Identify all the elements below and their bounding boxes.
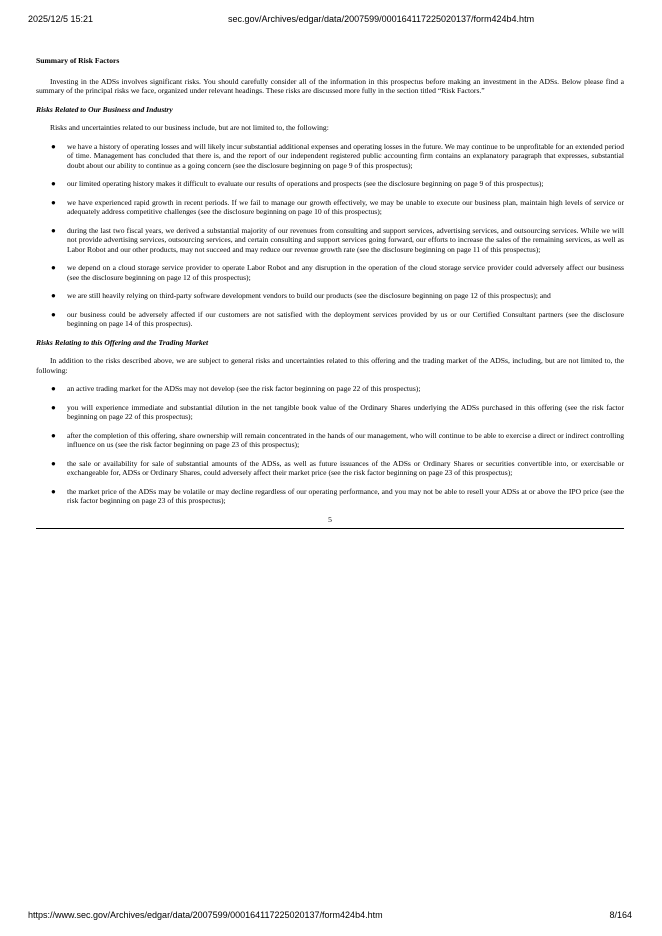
list-item-text: during the last two fiscal years, we derived a substantial majority of our revenues from consulting and support services, advertising services, and outsourcing services. While we will not provide advertising services, outsourcing services, and certain consulting and support services going forward, our efforts to increase the sales of the remaining services, as well as Labor Robot and our other products, may not succeed and may reduce our revenue growth rate (see the disclosure beginning on page 11 of this prospectus); (67, 225, 624, 254)
document-body (36, 56, 624, 529)
list-item (36, 459, 624, 478)
list-item (36, 403, 624, 422)
list-item-text: we are still heavily relying on third-party software development vendors to build our products (see the disclosure beginning on page 12 of this prospectus); and (67, 291, 551, 300)
list-item (36, 291, 624, 301)
section-heading-business: Risks Related to Our Business and Industry (36, 104, 173, 114)
bullet-icon: ● (51, 263, 56, 272)
list-item-text: an active trading market for the ADSs may not develop (see the risk factor beginning on page 22 of this prospectus); (67, 384, 421, 393)
print-footer (28, 910, 632, 924)
risk-list-business (36, 142, 624, 329)
bullet-icon: ● (51, 197, 56, 207)
list-item (36, 431, 624, 450)
bullet-icon: ● (51, 291, 56, 300)
section-heading-offering: Risks Relating to this Offering and the Trading Market (36, 337, 209, 347)
bullet-icon: ● (51, 384, 56, 393)
list-item (36, 487, 624, 506)
bullet-icon: ● (51, 486, 56, 496)
list-item-text: we have a history of operating losses and will likely incur substantial additional expenses and operating losses in the future. We may continue to be unprofitable for an extended period of time. Management has concluded that there is, and the report of our independent registered public accounting firm contains an explanatory paragraph that expresses, substantial doubt about our ability to continue as a going concern (see the disclosure beginning on page 9 of this prospectus); (67, 141, 624, 170)
list-item (36, 310, 624, 329)
list-item (36, 384, 624, 394)
bullet-icon: ● (51, 430, 56, 440)
page-number: 5 (36, 515, 624, 530)
list-item (36, 179, 624, 189)
bullet-icon: ● (51, 141, 56, 151)
list-item-text: the sale or availability for sale of substantial amounts of the ADSs, as well as future issuances of the ADSs or Ordinary Shares or securities convertible into, or exercisable or exchangeable for, ADSs or Ordinary Shares, could adversely affect their market price (see the risk factor beginning on page 23 of this prospectus); (67, 458, 624, 477)
list-item (36, 263, 624, 282)
bullet-icon: ● (51, 225, 56, 235)
bullet-icon: ● (51, 179, 56, 188)
list-item-text: we have experienced rapid growth in recent periods. If we fail to manage our growth effectively, we may be unable to execute our business plan, maintain high levels of service or adequately address competitive challenges (see the disclosure beginning on page 10 of this prospectus); (67, 197, 624, 216)
print-header (28, 14, 632, 28)
list-item-text: our business could be adversely affected if our customers are not satisfied with the deployment services provided by us or our Certified Consultant partners (see the disclosure beginning on page 14 of this prospectus). (67, 309, 624, 328)
list-item-text: you will experience immediate and substantial dilution in the net tangible book value of the Ordinary Shares underlying the ADSs purchased in this offering (see the risk factor beginning on page 22 of this prospectus); (67, 402, 624, 421)
risk-list-offering (36, 384, 624, 506)
list-item (36, 198, 624, 217)
print-page-count: 8/164 (609, 910, 632, 920)
bullet-icon: ● (51, 309, 56, 319)
bullet-icon: ● (51, 402, 56, 412)
print-header-url: sec.gov/Archives/edgar/data/2007599/000164117225020137/form424b4.htm (228, 14, 535, 24)
intro-paragraph: Investing in the ADSs involves significant risks. You should carefully consider all of the information in this prospectus before making an investment in the ADSs. Below please find a summary of the principal risks we face, organized under relevant headings. These risks are discussed more fully in the section titled “Risk Factors.” (36, 76, 624, 95)
list-item-text: after the completion of this offering, share ownership will remain concentrated in the hands of our management, who will continue to be able to exercise a direct or indirect controlling influence on us (see the risk factor beginning on page 23 of this prospectus); (67, 430, 624, 449)
page-title: Summary of Risk Factors (36, 56, 120, 65)
list-item-text: the market price of the ADSs may be volatile or may decline regardless of our operating performance, and you may not be able to resell your ADSs at or above the IPO price (see the risk factor beginning on page 23 of this prospectus); (67, 486, 624, 505)
section-intro-offering: In addition to the risks described above, we are subject to general risks and uncertainties related to this offering and the trading market of the ADSs, including, but are not limited to, the following: (36, 356, 624, 375)
list-item (36, 142, 624, 171)
print-footer-url: https://www.sec.gov/Archives/edgar/data/2007599/000164117225020137/form424b4.htm (28, 910, 383, 920)
bullet-icon: ● (51, 458, 56, 468)
list-item (36, 226, 624, 255)
print-date: 2025/12/5 15:21 (28, 14, 94, 24)
list-item-text: our limited operating history makes it difficult to evaluate our results of operations and prospects (see the disclosure beginning on page 9 of this prospectus); (67, 179, 544, 188)
section-intro-business: Risks and uncertainties related to our business include, but are not limited to, the following: (50, 123, 329, 132)
list-item-text: we depend on a cloud storage service provider to operate Labor Robot and any disruption in the operation of the cloud storage service provider could adversely affect our business (see the disclosure beginning on page 12 of this prospectus); (67, 263, 624, 282)
